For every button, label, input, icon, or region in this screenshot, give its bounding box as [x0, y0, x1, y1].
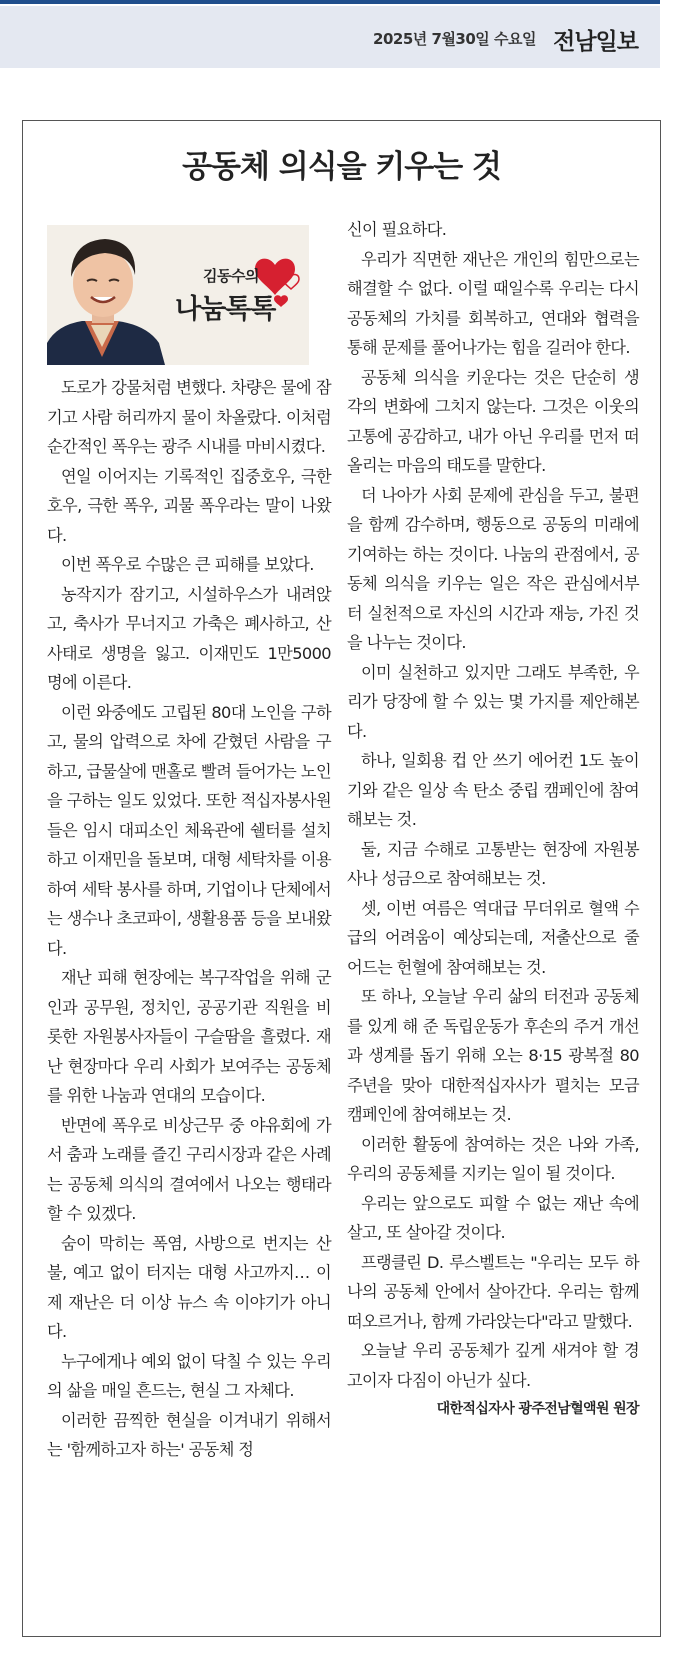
paragraph-continuation: 신이 필요하다.: [347, 220, 447, 239]
paragraph: 이러한 활동에 참여하는 것은 나와 가족, 우리의 공동체를 지키는 일이 될 것이다.: [347, 1134, 639, 1183]
banner-author-name: 김동수의: [203, 267, 259, 285]
paragraph: 이러한 끔찍한 현실을 이겨내기 위해서는 '함께하고자 하는' 공동체 정: [47, 1410, 331, 1459]
paragraph: 반면에 폭우로 비상근무 중 야유회에 가서 춤과 노래를 즐긴 구리시장과 같은 사례는 공동체 의식의 결여에서 나오는 행태라 할 수 있겠다.: [47, 1115, 331, 1223]
paragraph: 오늘날 우리 공동체가 깊게 새겨야 할 경고이자 다짐이 아닌가 싶다.: [347, 1341, 639, 1390]
banner-column-name: 나눔톡톡: [175, 294, 276, 325]
paragraph: 농작지가 잠기고, 시설하우스가 내려앉고, 축사가 무너지고 가축은 폐사하고, 산사태로 생명을 잃고. 이재민도 1만5000 명에 이른다.: [47, 584, 331, 692]
paragraph: 이번 폭우로 수많은 큰 피해를 보았다.: [61, 555, 314, 574]
author-signature: 대한적십자사 광주전남혈액원 원장: [436, 1401, 639, 1417]
paragraph: 이런 와중에도 고립된 80대 노인을 구하고, 물의 압력으로 차에 갇혔던 사람을 구하고, 급물살에 맨홀로 빨려 들어가는 노인을 구하는 일도 있었다. 또한 적십자봉사원들은 임시 대피소인 체육관에 쉘터를 설치하고 이재민을 돌보며, 대형 세탁차를 이용하여 세탁 봉사를 하며, 기업이나 단체에서는 생수나 초코파이, 생활용품 등을 보내왔다.: [47, 702, 331, 958]
paragraph: 우리는 앞으로도 피할 수 없는 재난 속에 살고, 또 살아갈 것이다.: [347, 1193, 639, 1242]
paragraph: 우리가 직면한 재난은 개인의 힘만으로는 해결할 수 없다. 이럴 때일수록 우리는 다시 공동체의 가치를 회복하고, 연대와 협력을 통해 문제를 풀어나가는 힘을 길러야 한다.: [347, 249, 639, 357]
paragraph: 셋, 이번 여름은 역대급 무더위로 혈액 수급의 어려움이 예상되는데, 저출산으로 줄어드는 헌혈에 참여해보는 것.: [347, 898, 639, 977]
paragraph: 연일 이어지는 기록적인 집중호우, 극한 호우, 극한 폭우, 괴물 폭우라는 말이 나왔다.: [47, 466, 331, 545]
paragraph: 또 하나, 오늘날 우리 삶의 터전과 공동체를 있게 해 준 독립운동가 후손의 주거 개선과 생계를 돕기 위해 오는 8·15 광복절 80주년을 맞아 대한적십자사가 펼치는 모금 캠페인에 참여해보는 것.: [347, 987, 639, 1124]
paragraph: 하나, 일회용 컵 안 쓰기 에어컨 1도 높이기와 같은 일상 속 탄소 중립 캠페인에 참여해보는 것.: [347, 751, 639, 829]
paragraph: 더 나아가 사회 문제에 관심을 두고, 불편을 함께 감수하며, 행동으로 공동의 미래에 기여하는 하는 것이다. 나눔의 관점에서, 공동체 의식을 키우는 일은 작은 관심에서부터 실천적으로 자신의 시간과 재능, 가진 것을 나누는 것이다.: [347, 485, 639, 652]
paragraph: 프랭클린 D. 루스벨트는 "우리는 모두 하나의 공동체 안에서 살아간다. 우리는 함께 떠오르거나, 함께 가라앉는다"라고 말했다.: [347, 1252, 639, 1331]
issue-date: 2025년 7월30일 수요일: [373, 30, 536, 48]
column-banner: [47, 225, 309, 365]
paragraph: 재난 피해 현장에는 복구작업을 위해 군인과 공무원, 정치인, 공공기관 직원을 비롯한 자원봉사자들이 구슬땀을 흘렸다. 재난 현장마다 우리 사회가 보여주는 공동체를 위한 나눔과 연대의 모습이다.: [47, 968, 331, 1105]
header-accent-line: [0, 0, 660, 4]
article-title: 공동체 의식을 키우는 것: [182, 149, 501, 185]
left-column: [47, 373, 331, 1465]
paragraph: 공동체 의식을 키운다는 것은 단순히 생각의 변화에 그치지 않는다. 그것은 이웃의 고통에 공감하고, 내가 아닌 우리를 먼저 떠올리는 마음의 태도를 말한다.: [347, 367, 639, 475]
newspaper-name: 전남일보: [553, 28, 638, 55]
paragraph: 이미 실천하고 있지만 그래도 부족한, 우리가 당장에 할 수 있는 몇 가지를 제안해본다.: [347, 662, 639, 741]
paragraph: 숨이 막히는 폭염, 사방으로 번지는 산불, 예고 없이 터지는 대형 사고까지… 이제 재난은 더 이상 뉴스 속 이야기가 아니다.: [47, 1233, 331, 1341]
right-column: [347, 215, 639, 1425]
paragraph: 도로가 강물처럼 변했다. 차량은 물에 잠기고 사람 허리까지 물이 차올랐다. 이처럼 순간적인 폭우는 광주 시내를 마비시켰다.: [47, 378, 331, 456]
newspaper-header: [0, 6, 660, 68]
paragraph: 누구에게나 예외 없이 닥칠 수 있는 우리의 삶을 매일 흔드는, 현실 그 자체다.: [47, 1351, 331, 1400]
paragraph: 둘, 지금 수해로 고통받는 현장에 자원봉사나 성금으로 참여해보는 것.: [347, 839, 639, 888]
article-box: [22, 120, 661, 1637]
